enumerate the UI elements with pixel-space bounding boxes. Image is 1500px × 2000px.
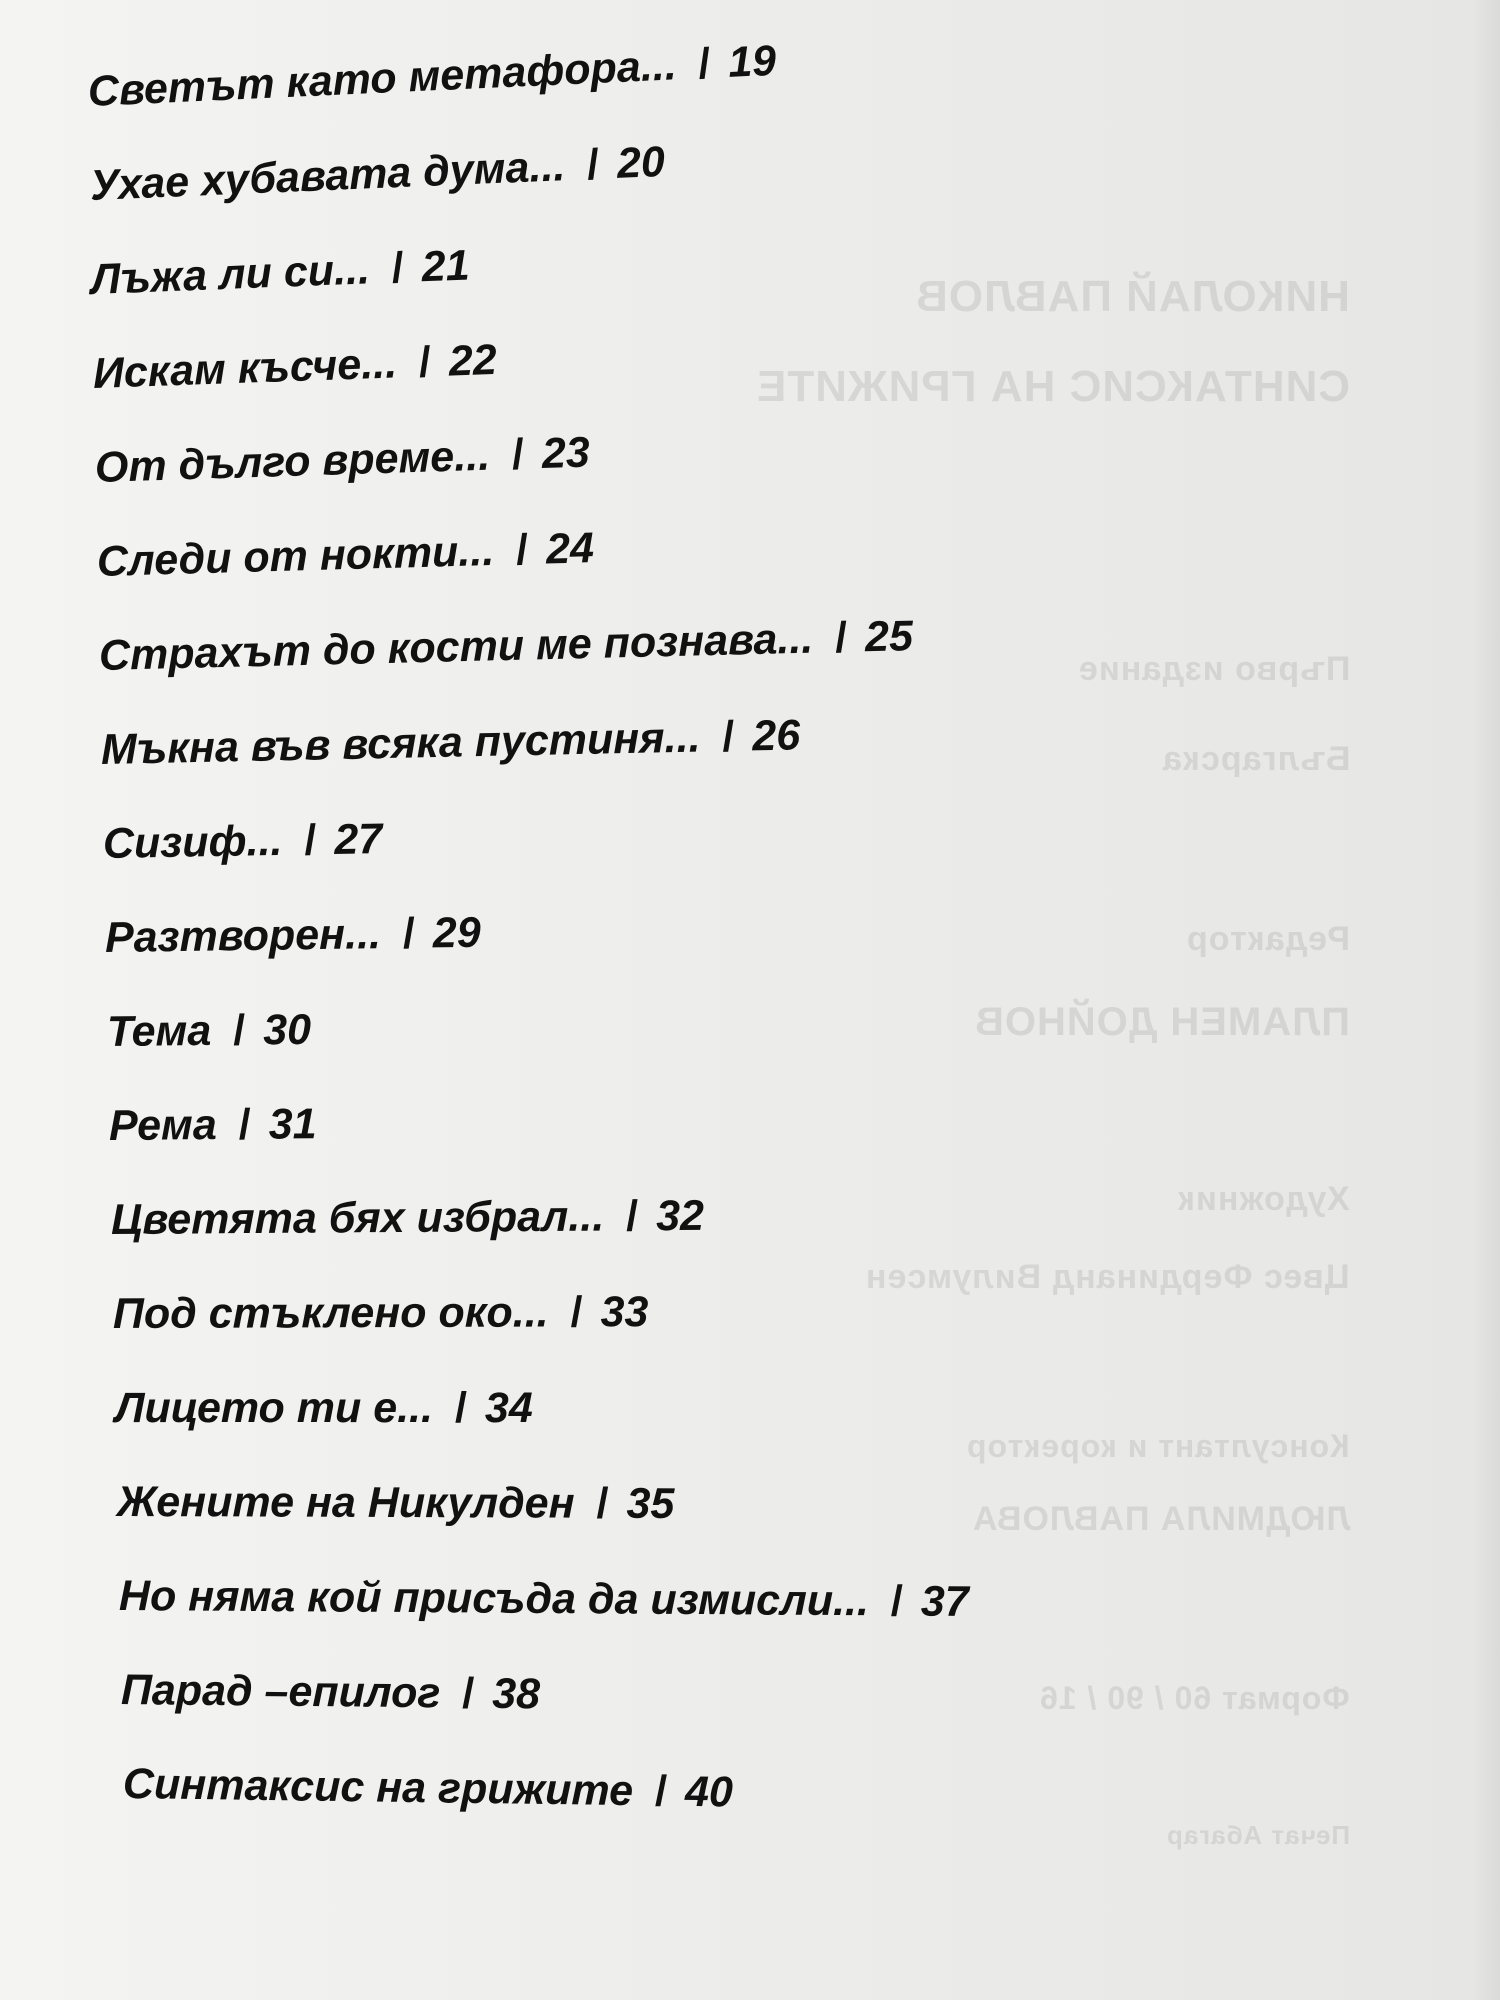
bleed-through-line: Първо издание <box>1077 650 1350 688</box>
toc-separator: / <box>402 909 416 958</box>
toc-page-number: 27 <box>333 815 383 864</box>
bleed-through-line: Консултант и коректор <box>966 1428 1350 1464</box>
bleed-through-line: ПЛАМЕН ДОЙНОВ <box>974 1000 1350 1044</box>
toc-page-number: 40 <box>684 1767 734 1817</box>
toc-entry <box>87 37 777 117</box>
toc-entry-title: Синтаксис на грижите <box>122 1760 634 1816</box>
bleed-through-line: Цвес Фердинанд Вилумсен <box>865 1258 1350 1296</box>
toc-separator: / <box>462 1669 475 1718</box>
toc-page-number: 34 <box>484 1384 533 1432</box>
toc-separator: / <box>511 430 525 479</box>
bleed-through-line: СИНТАКСИС НА ГРИЖИТЕ <box>755 362 1350 411</box>
toc-entry-title: Сизиф... <box>102 816 283 868</box>
toc-page-number: 33 <box>600 1288 649 1337</box>
toc-page-number: 32 <box>655 1191 705 1241</box>
toc-page-number: 29 <box>432 908 482 958</box>
toc-entry <box>123 1760 734 1818</box>
toc-entry <box>96 524 594 587</box>
toc-entry <box>94 428 590 493</box>
toc-entry <box>98 612 913 681</box>
toc-separator: / <box>390 244 405 293</box>
toc-entry-title: Лицето ти е... <box>115 1384 433 1432</box>
toc-page-number: 21 <box>420 241 471 292</box>
toc-entry <box>119 1572 969 1627</box>
toc-page-number: 38 <box>491 1669 541 1719</box>
toc-entry <box>89 138 666 211</box>
toc-separator: / <box>570 1288 583 1337</box>
toc-separator: / <box>626 1192 639 1241</box>
toc-entry <box>105 909 481 963</box>
toc-separator: / <box>697 39 712 89</box>
toc-entry <box>92 336 497 399</box>
toc-entry-title: Искам късче... <box>92 339 398 398</box>
bleed-through-line: Редактор <box>1186 920 1350 958</box>
toc-entry-title: Тема <box>106 1006 212 1056</box>
toc-entry-title: Разтворен... <box>104 910 382 962</box>
toc-page-number: 31 <box>268 1100 317 1149</box>
toc-separator: / <box>586 140 601 190</box>
toc-entry <box>113 1288 649 1339</box>
toc-entry-title: Светът като метафора... <box>86 41 678 116</box>
toc-page-number: 30 <box>262 1005 312 1055</box>
toc-entry-title: Ухае хубавата дума... <box>88 142 567 210</box>
toc-page-number: 26 <box>751 711 801 761</box>
bleed-through-line: Художник <box>1177 1180 1350 1218</box>
toc-entry-title: Под стъклено око... <box>112 1288 549 1338</box>
bleed-through-line: Българска <box>1161 740 1350 778</box>
toc-page-number: 23 <box>541 428 591 478</box>
bleed-through-line: Формат 60 / 90 / 16 <box>1039 1680 1350 1716</box>
toc-page-number: 19 <box>727 36 778 87</box>
toc-separator: / <box>721 712 735 761</box>
toc-page-number: 20 <box>616 137 666 188</box>
bleed-through-line: НИКОЛАЙ ПАВЛОВ <box>915 272 1350 321</box>
toc-page-number: 37 <box>920 1577 969 1626</box>
toc-entry <box>121 1666 541 1719</box>
toc-entry-title: Парад –епилог <box>120 1666 441 1718</box>
toc-entry <box>100 711 800 775</box>
toc-entry-title: Цветята бях избрал... <box>110 1192 605 1244</box>
bleed-through-line: Печат Абагар <box>1165 1820 1350 1850</box>
toc-entry <box>103 815 383 869</box>
toc-separator: / <box>890 1577 904 1626</box>
toc-entry-title: Мъкна във всяка пустиня... <box>100 713 701 774</box>
toc-entry-title: От дълго време... <box>94 431 491 492</box>
toc-page-number: 35 <box>626 1479 675 1528</box>
bleed-through-line: ЛЮДМИЛА ПАВЛОВА <box>971 1500 1350 1538</box>
toc-page-number: 24 <box>545 524 595 574</box>
toc-page-number: 22 <box>448 335 498 386</box>
toc-separator: / <box>418 338 432 387</box>
toc-separator: / <box>454 1384 467 1432</box>
toc-entry <box>111 1192 704 1245</box>
toc-separator: / <box>303 816 317 865</box>
toc-entry-title: Следи от нокти... <box>96 526 495 586</box>
toc-entry <box>109 1100 317 1151</box>
toc-separator: / <box>654 1767 668 1816</box>
toc-entry-title: Но няма кой присъда да измисли... <box>118 1572 870 1626</box>
toc-entry <box>90 241 470 305</box>
toc-page-number: 25 <box>864 612 914 662</box>
toc-entry <box>115 1384 533 1433</box>
page-edge-shadow <box>1472 0 1500 2000</box>
toc-separator: / <box>238 1100 251 1149</box>
toc-entry <box>107 1006 312 1057</box>
toc-entry <box>117 1478 675 1529</box>
toc-entry-title: Рема <box>108 1101 217 1150</box>
toc-separator: / <box>515 525 529 575</box>
toc-separator: / <box>834 613 848 663</box>
toc-entry-title: Лъжа ли си... <box>90 245 371 304</box>
toc-entry-title: Страхът до кости ме познава... <box>98 614 814 680</box>
toc-entry-title: Жените на Никулден <box>116 1478 575 1528</box>
toc-separator: / <box>596 1479 609 1528</box>
toc-separator: / <box>233 1006 246 1055</box>
